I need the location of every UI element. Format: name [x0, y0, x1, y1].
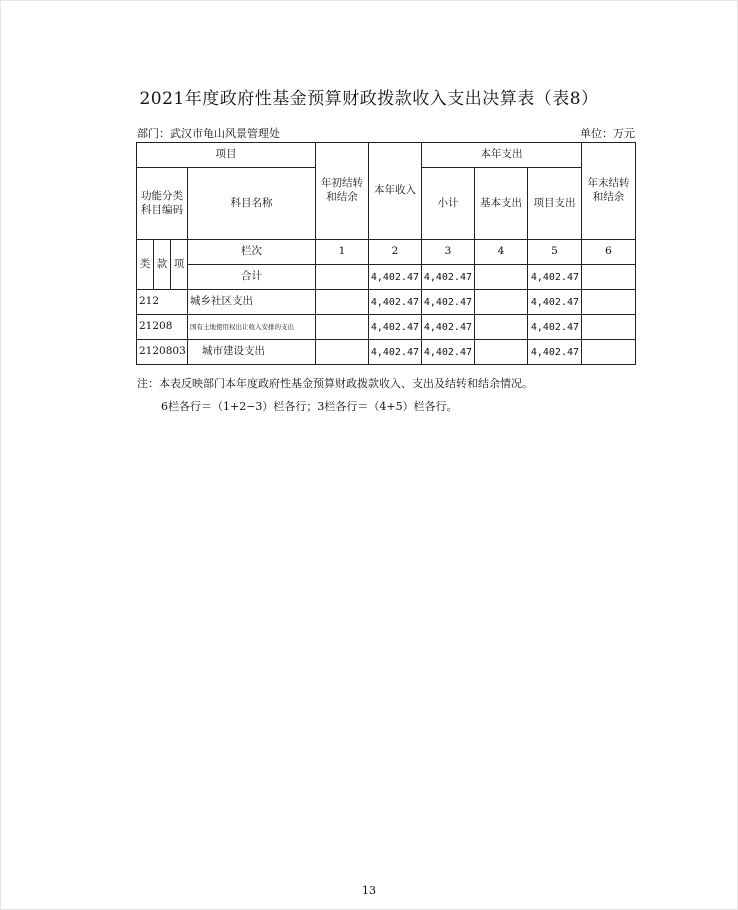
cell-c2: 4,402.47: [369, 265, 422, 290]
row-name: 国有土地使用权出让收入安排的支出: [188, 315, 316, 340]
unit-label: 单位：万元: [580, 127, 635, 140]
cell-c4: [475, 315, 528, 340]
cell-c4: [475, 265, 528, 290]
col-num-2: 2: [369, 240, 422, 265]
cell-c3: 4,402.47: [422, 340, 475, 365]
table-row: [137, 265, 636, 290]
header-func-code: 功能分类 科目编码: [137, 168, 188, 240]
col-num-5: 5: [528, 240, 582, 265]
cell-c5: 4,402.47: [528, 265, 582, 290]
table-row: [137, 315, 636, 340]
row-code: 212: [137, 290, 188, 315]
cell-c1: [316, 340, 369, 365]
row-code: 21208: [137, 315, 188, 340]
cell-c3: 4,402.47: [422, 290, 475, 315]
col-num-3: 3: [422, 240, 475, 265]
col-num-1: 1: [316, 240, 369, 265]
row-name: 城市建设支出: [188, 340, 316, 365]
cell-c6: [582, 315, 636, 340]
cell-c1: [316, 290, 369, 315]
note-formula: 6栏各行＝（1+2−3）栏各行；3栏各行＝（4+5）栏各行。: [161, 400, 458, 413]
cell-c5: 4,402.47: [528, 290, 582, 315]
cell-c6: [582, 265, 636, 290]
cell-c1: [316, 315, 369, 340]
cell-c4: [475, 340, 528, 365]
header-xiang: 项: [171, 240, 188, 290]
header-end-balance: 年末结转 和结余: [582, 143, 636, 240]
cell-c3: 4,402.47: [422, 315, 475, 340]
page-title: 2021年度政府性基金预算财政拨款收入支出决算表（表8）: [139, 89, 599, 109]
department-label: 部门：武汉市龟山风景管理处: [137, 127, 280, 140]
row-code: 2120803: [137, 340, 188, 365]
note-description: 注：本表反映部门本年度政府性基金预算财政拨款收入、支出及结转和结余情况。: [137, 377, 533, 390]
header-basic-expense: 基本支出: [475, 168, 528, 240]
header-kuan: 款: [154, 240, 171, 290]
cell-c6: [582, 340, 636, 365]
header-subtotal: 小计: [422, 168, 475, 240]
row-name: 合计: [188, 265, 316, 290]
cell-c6: [582, 290, 636, 315]
header-subject-name: 科目名称: [188, 168, 316, 240]
col-num-4: 4: [475, 240, 528, 265]
header-project: 项目: [137, 143, 316, 168]
cell-c3: 4,402.47: [422, 265, 475, 290]
cell-c4: [475, 290, 528, 315]
budget-table: [136, 142, 636, 365]
row-name: 城乡社区支出: [188, 290, 316, 315]
page-number: 13: [362, 884, 376, 897]
header-current-year-expense: 本年支出: [422, 143, 582, 168]
cell-c2: 4,402.47: [369, 340, 422, 365]
cell-c5: 4,402.47: [528, 315, 582, 340]
cell-c2: 4,402.47: [369, 315, 422, 340]
col-num-6: 6: [582, 240, 636, 265]
header-project-expense: 项目支出: [528, 168, 582, 240]
table-row: [137, 340, 636, 365]
cell-c5: 4,402.47: [528, 340, 582, 365]
cell-c1: [316, 265, 369, 290]
table-row: [137, 290, 636, 315]
header-column-label: 栏次: [188, 240, 316, 265]
header-lei: 类: [137, 240, 154, 290]
header-current-income: 本年收入: [369, 143, 422, 240]
cell-c2: 4,402.47: [369, 290, 422, 315]
header-begin-balance: 年初结转 和结余: [316, 143, 369, 240]
